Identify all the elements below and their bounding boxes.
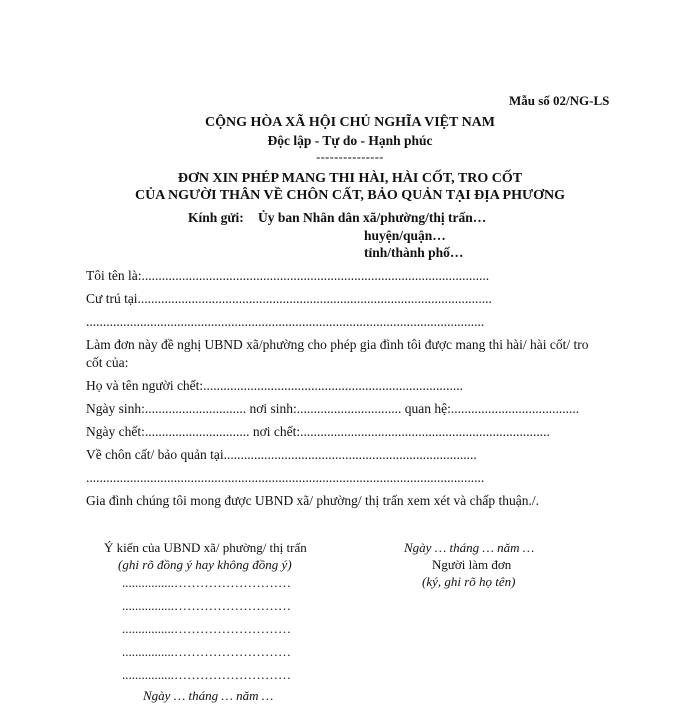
opinion-dotted-line: ................………………………: [122, 621, 291, 636]
closing-statement: Gia đình chúng tôi mong được UBND xã/ phường/ thị trấn xem xét và chấp thuận./.: [86, 493, 539, 508]
death-info-field: Ngày chết:............................... nơi chết:..........................................................................: [86, 424, 550, 439]
opinion-dotted-line: ................………………………: [122, 667, 291, 682]
national-title: CỘNG HÒA XÃ HỘI CHỦ NGHĨA VIỆT NAM: [204, 115, 495, 130]
opinion-dotted-line: ................………………………: [122, 598, 291, 613]
residence-field: Cư trú tại.........................................................................................................: [86, 291, 492, 306]
commune-date-line: Ngày … tháng … năm …: [143, 688, 274, 703]
burial-place-field: Về chôn cất/ bảo quản tại...........................................................................: [86, 447, 477, 462]
header-separator: ---------------: [316, 150, 384, 164]
form-code: Mẫu số 02/NG-LS: [509, 93, 610, 108]
request-text-line-1: Làm đơn này đề nghị UBND xã/phường cho phép gia đình tôi được mang thi hài/ hài cốt/ tro: [86, 337, 589, 352]
commune-opinion-title: Ý kiến của UBND xã/ phường/ thị trấn: [104, 540, 307, 555]
applicant-date-line: Ngày … tháng … năm …: [404, 540, 535, 555]
burial-place-field-continued: ......................................................................................................................: [86, 470, 485, 485]
applicant-signature-title: Người làm đơn: [432, 557, 512, 572]
national-motto: Độc lập - Tự do - Hạnh phúc: [267, 133, 433, 148]
recipient-line-1: Ủy ban Nhân dân xã/phường/thị trấn…: [258, 210, 487, 225]
residence-field-continued: ......................................................................................................................: [86, 314, 485, 329]
opinion-dotted-line: ................………………………: [122, 644, 291, 659]
recipient-line-2: huyện/quận…: [364, 228, 446, 243]
birth-info-field: Ngày sinh:.............................. nơi sinh:............................... quan hệ:......................................: [86, 401, 580, 416]
applicant-signature-note: (ký, ghi rõ họ tên): [422, 574, 516, 589]
opinion-dotted-line: ................………………………: [122, 575, 291, 590]
applicant-name-field: Tôi tên là:.......................................................................................................: [86, 268, 490, 283]
recipient-label: Kính gửi:: [188, 210, 244, 225]
deceased-name-field: Họ và tên người chết:.............................................................................: [86, 378, 464, 393]
form-title-line-1: ĐƠN XIN PHÉP MANG THI HÀI, HÀI CỐT, TRO CỐT: [177, 171, 523, 186]
request-text-line-2: cốt của:: [86, 355, 129, 370]
commune-opinion-note: (ghi rõ đồng ý hay không đồng ý): [118, 557, 292, 572]
form-title-line-2: CỦA NGƯỜI THÂN VỀ CHÔN CẤT, BẢO QUẢN TẠI ĐỊA PHƯƠNG: [134, 188, 566, 203]
recipient-line-3: tỉnh/thành phố…: [364, 245, 464, 260]
